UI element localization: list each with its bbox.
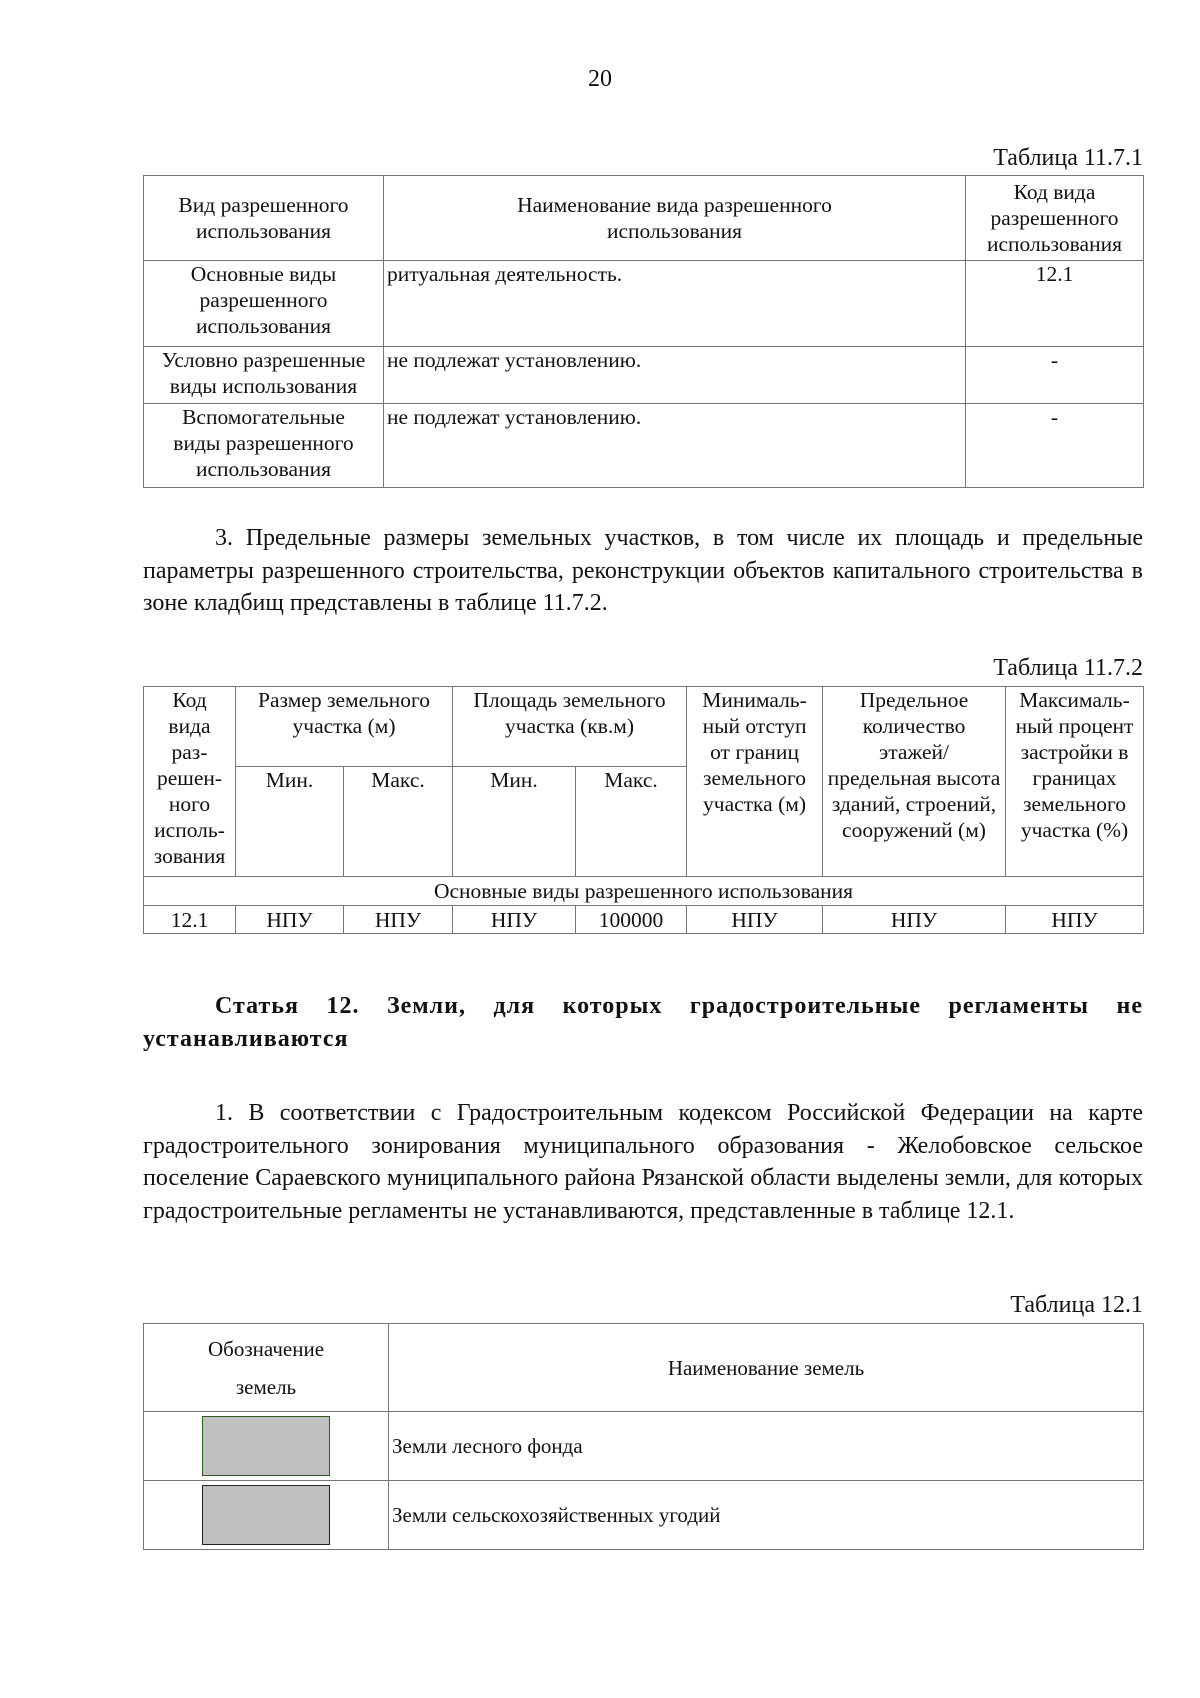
paragraph-12-1: 1. В соответствии с Градостроительным кодексом Российской Федерации на карте градостроительного зонирования муниципального образования - Желобовское сельское поселение Сараевского муниципального района Рязанской области выделены земли, для которых градостроительные регламенты не устанавливаются, представленные в таблице 12.1.	[143, 1100, 1143, 1224]
header-code: Код вида разрешенного использования	[966, 176, 1144, 261]
cell-size-min: НПУ	[236, 906, 344, 934]
row-type: Условно разрешенные виды использования	[144, 347, 384, 404]
table-row	[144, 1481, 1144, 1550]
header-setback: Минималь-ный отступ от границ земельного участка (м)	[687, 687, 823, 877]
page-number: 20	[588, 66, 612, 92]
row-code: -	[966, 347, 1144, 404]
header-type: Вид разрешенного использования	[144, 176, 384, 261]
cell-floors: НПУ	[823, 906, 1006, 934]
header-floors: Предельное количество этажей/ предельная высота зданий, строений, сооружений (м)	[823, 687, 1006, 877]
land-name: Земли сельскохозяйственных угодий	[389, 1481, 1144, 1550]
land-name: Земли лесного фонда	[389, 1412, 1144, 1481]
table-11-7-1	[143, 175, 1144, 488]
table-11-7-1-caption: Таблица 11.7.1	[993, 145, 1143, 171]
header-area-min: Мин.	[453, 767, 576, 877]
article-12-heading: Статья 12. Земли, для которых градостроительные регламенты не устанавливаются	[143, 993, 1143, 1052]
swatch-cell	[144, 1481, 389, 1550]
table-row	[144, 261, 1144, 347]
table-row	[144, 1412, 1144, 1481]
table-11-7-2-caption: Таблица 11.7.2	[993, 655, 1143, 681]
header-designation: Обозначение земель	[144, 1324, 389, 1412]
header-code: Код вида раз-решен-ного исполь-зования	[144, 687, 236, 877]
table-12-1	[143, 1323, 1144, 1550]
forest-land-swatch	[202, 1416, 330, 1476]
table-12-1-caption: Таблица 12.1	[1010, 1292, 1143, 1318]
cell-area-max: 100000	[576, 906, 687, 934]
section-label: Основные виды разрешенного использования	[144, 877, 1144, 906]
table-row	[144, 906, 1144, 934]
agricultural-land-swatch	[202, 1485, 330, 1545]
row-code: -	[966, 404, 1144, 488]
header-coverage: Максималь-ный процент застройки в границах земельного участка (%)	[1006, 687, 1144, 877]
table-row	[144, 404, 1144, 488]
header-size-max: Макс.	[344, 767, 453, 877]
cell-area-min: НПУ	[453, 906, 576, 934]
header-area-max: Макс.	[576, 767, 687, 877]
row-code: 12.1	[966, 261, 1144, 347]
row-name: не подлежат установлению.	[384, 404, 966, 488]
table-11-7-2	[143, 686, 1144, 934]
swatch-cell	[144, 1412, 389, 1481]
cell-code: 12.1	[144, 906, 236, 934]
cell-size-max: НПУ	[344, 906, 453, 934]
header-land-name: Наименование земель	[389, 1324, 1144, 1412]
header-size: Размер земельного участка (м)	[236, 687, 453, 767]
header-size-min: Мин.	[236, 767, 344, 877]
header-area: Площадь земельного участка (кв.м)	[453, 687, 687, 767]
paragraph-3: 3. Предельные размеры земельных участков, в том числе их площадь и предельные параметры разрешенного строительства, реконструкции объектов капитального строительства в зоне кладбищ представлены в таблице 11.7.2.	[143, 525, 1143, 616]
row-type: Вспомогательные виды разрешенного использования	[144, 404, 384, 488]
cell-setback: НПУ	[687, 906, 823, 934]
table-row	[144, 347, 1144, 404]
header-name: Наименование вида разрешенного использования	[384, 176, 966, 261]
row-name: ритуальная деятельность.	[384, 261, 966, 347]
row-name: не подлежат установлению.	[384, 347, 966, 404]
row-type: Основные виды разрешенного использования	[144, 261, 384, 347]
cell-coverage: НПУ	[1006, 906, 1144, 934]
